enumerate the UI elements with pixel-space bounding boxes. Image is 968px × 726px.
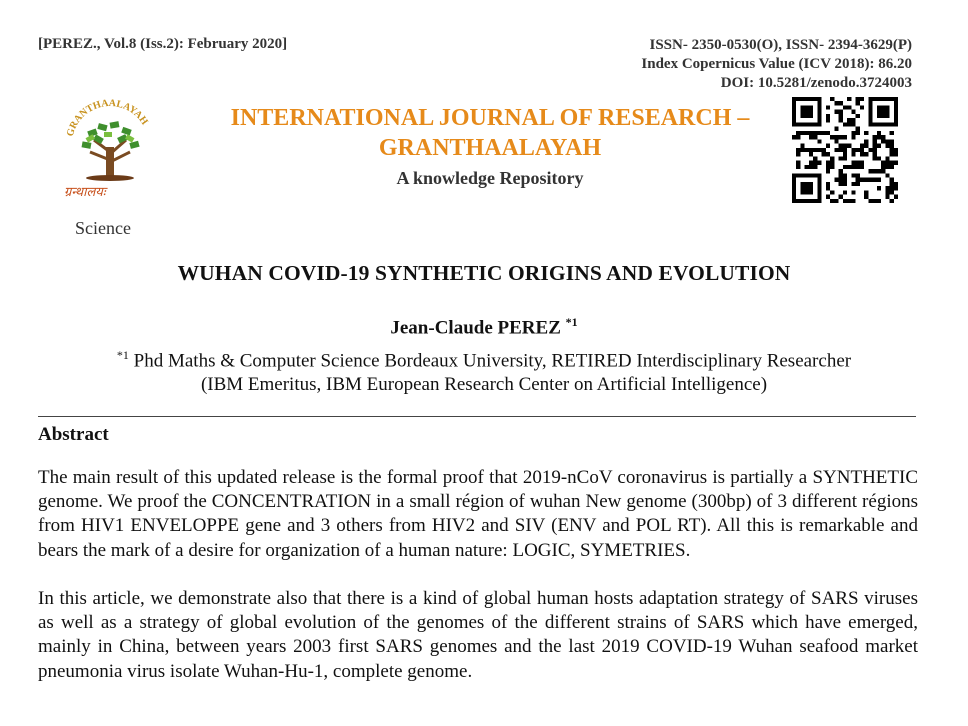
abstract-paragraph-1: The main result of this updated release is the formal proof that 2019-nCoV coronavirus is partially a SYNTHETIC genome. We proof the CONCENTRATION in a small région of wuhan New genome (300bp) of 3 different régions from HIV1 ENVELOPPE gene and 3 others from HIV2 and SIV (ENV and POL RT). All this is remarkable and bears the mark of a desire for organization of a human nature: LOGIC, SYMETRIES. — [38, 467, 918, 561]
journal-name-line2: GRANTHAALAYAH — [378, 135, 602, 161]
affiliation-line2: (IBM Emeritus, IBM European Research Center on Artificial Intelligence) — [200, 374, 768, 396]
index-copernicus-line: Index Copernicus Value (ICV 2018): 86.20 — [641, 56, 912, 72]
paper-title: WUHAN COVID-19 SYNTHETIC ORIGINS AND EVOLUTION — [177, 261, 791, 285]
author-text: Jean-Claude PEREZ — [390, 317, 561, 339]
affiliation — [0, 343, 968, 397]
logo-arc-text: GRANTHAALAYAH — [64, 97, 150, 138]
abstract-heading: Abstract — [38, 424, 109, 445]
citation-header: [PEREZ., Vol.8 (Iss.2): February 2020] — [38, 36, 288, 52]
paper-category: Science — [75, 218, 131, 238]
journal-identifiers — [641, 36, 912, 93]
author-mark: *1 — [565, 315, 578, 329]
journal-name-line1: INTERNATIONAL JOURNAL OF RESEARCH – — [230, 105, 750, 131]
doi-line: DOI: 10.5281/zenodo.3724003 — [720, 75, 912, 91]
affiliation-mark: *1 — [116, 348, 129, 362]
affiliation-text1: Phd Maths & Computer Science Bordeaux University, RETIRED Interdisciplinary Researcher — [128, 350, 852, 372]
journal-logo — [60, 92, 160, 202]
journal-name — [170, 103, 810, 163]
section-divider — [38, 416, 916, 417]
journal-tagline: A knowledge Repository — [396, 168, 584, 188]
issn-line: ISSN- 2350-0530(O), ISSN- 2394-3629(P) — [649, 37, 912, 53]
abstract-paragraph-2: In this article, we demonstrate also that there is a kind of global human hosts adaptation strategy of SARS viruses as well as a strategy of global evolution of the genomes of the different strains of SARS which have emerged, mainly in China, between years 2003 first SARS genomes and the last 2019 COVID-19 Wuhan seafood market pneumonia virus isolate Wuhan-Hu-1, complete genome. — [38, 588, 918, 682]
qr-code — [792, 97, 898, 203]
affiliation-line1 — [0, 343, 968, 373]
logo-script-text: ग्रन्थालयः — [64, 185, 106, 200]
author-name — [0, 315, 968, 339]
